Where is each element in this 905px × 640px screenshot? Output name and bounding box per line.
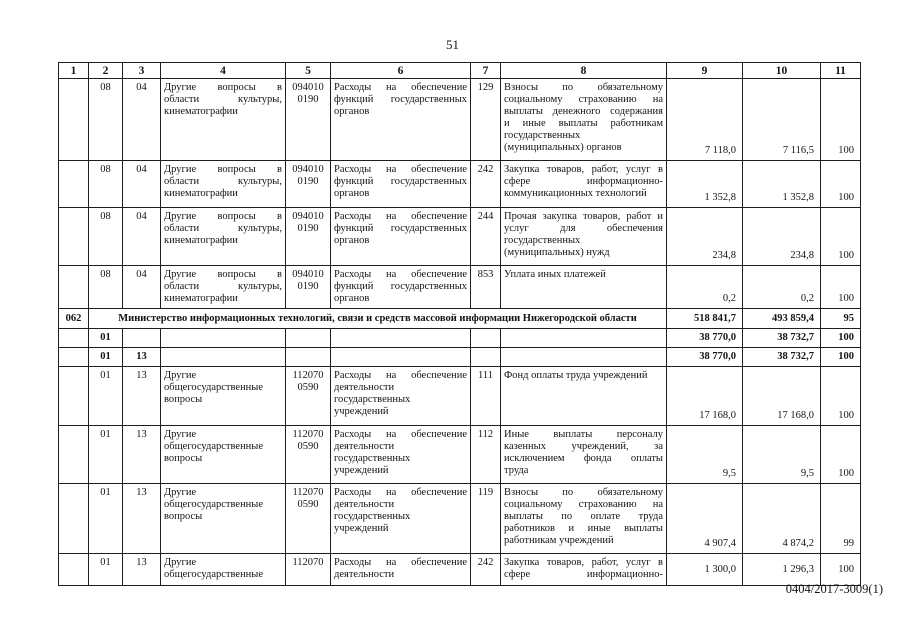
text-line: 0590 [297, 382, 319, 393]
cell-text: 119 [477, 487, 494, 498]
subsection-code-cell [123, 266, 161, 309]
actual-amount-cell [743, 208, 821, 266]
ministry-code-cell [59, 348, 89, 367]
cell-text: 7 116,5 [782, 145, 814, 156]
table-row [59, 426, 861, 484]
cell-text: 062 [65, 312, 82, 324]
planned-amount-cell [667, 329, 743, 348]
ministry-code-cell [59, 266, 89, 309]
budget-table [58, 62, 861, 586]
subsection-name-cell [161, 554, 286, 586]
planned-amount-cell [667, 161, 743, 208]
text-line: социальному страхованию на [504, 94, 663, 105]
cell-text: 13 [136, 351, 147, 362]
actual-amount-cell [743, 79, 821, 161]
column-number-header: 9 [667, 63, 743, 79]
section-code-cell [89, 79, 123, 161]
subsection-code-cell [123, 79, 161, 161]
text-line: государственных [504, 235, 581, 246]
expense-type-code-cell [471, 426, 501, 484]
expense-type-name-cell [501, 367, 667, 426]
text-line: коммуникационных технологий [504, 188, 647, 199]
table-row [59, 329, 861, 348]
planned-amount-cell [667, 348, 743, 367]
text-line: органов [334, 235, 370, 246]
text-line: государственных [334, 453, 411, 464]
text-line: Фонд оплаты труда учреждений [504, 370, 648, 381]
expense-type-name-cell [501, 554, 667, 586]
actual-amount-cell [743, 329, 821, 348]
actual-amount-cell [743, 161, 821, 208]
target-article-code-cell [286, 426, 331, 484]
cell-text: 13 [136, 557, 147, 568]
text-line: 0190 [297, 176, 319, 187]
cell-text: 13 [136, 487, 147, 498]
section-code-cell [89, 266, 123, 309]
section-code-cell [89, 348, 123, 367]
ministry-code-cell [59, 426, 89, 484]
cell-text: 01 [100, 487, 111, 498]
text-line: выплаты денежного содержания [504, 106, 663, 117]
cell-text: 38 770,0 [699, 332, 736, 343]
cell-text: 01 [100, 557, 111, 568]
cell-text: 100 [838, 351, 854, 362]
text-line: Расходы на обеспечение [334, 557, 467, 568]
document-code: 0404/2017-3009(1) [785, 582, 883, 596]
actual-amount-cell [743, 348, 821, 367]
cell-text: 100 [838, 563, 854, 575]
text-line: вопросы [164, 394, 203, 405]
planned-amount-cell [667, 208, 743, 266]
subsection-name-cell [161, 367, 286, 426]
text-line: Расходы на обеспечение [334, 82, 467, 93]
text-line: работников и иные выплаты [504, 523, 663, 534]
text-line: исключением фонда оплаты [504, 453, 663, 464]
subsection-code-cell [123, 161, 161, 208]
text-line: общегосударственные [164, 569, 264, 580]
text-line: труда [504, 465, 529, 476]
subsection-code-cell [123, 367, 161, 426]
text-line: учреждений [334, 465, 389, 476]
target-article-name-cell [331, 266, 471, 309]
cell-text: 234,8 [712, 250, 736, 261]
column-number-header: 2 [89, 63, 123, 79]
target-article-name-cell [331, 79, 471, 161]
execution-percent-cell [821, 348, 861, 367]
subsection-code-cell [123, 554, 161, 586]
text-line: вопросы [164, 453, 203, 464]
execution-percent-cell [821, 367, 861, 426]
text-line: 112070 [292, 557, 324, 568]
planned-amount-cell [667, 266, 743, 309]
cell-text: 111 [478, 370, 493, 381]
subsection-name-cell [161, 329, 286, 348]
expense-type-name-cell [501, 329, 667, 348]
text-line: функций государственных [334, 176, 467, 187]
text-line: казенных учреждений, за [504, 441, 663, 452]
text-line: Уплата иных платежей [504, 269, 606, 280]
target-article-name-cell [331, 329, 471, 348]
subsection-name-cell [161, 348, 286, 367]
text-line: 094010 [292, 164, 324, 175]
subsection-name-cell [161, 426, 286, 484]
cell-text: 100 [838, 332, 854, 343]
cell-text: 38 732,7 [777, 351, 814, 362]
text-line: кинематографии [164, 188, 238, 199]
planned-amount-cell [667, 484, 743, 554]
text-line: Другие вопросы в [164, 211, 282, 222]
expense-type-code-cell [471, 554, 501, 586]
cell-text: 0,2 [722, 293, 736, 304]
cell-text: 17 168,0 [699, 410, 736, 421]
target-article-code-cell [286, 79, 331, 161]
execution-percent-cell [821, 208, 861, 266]
text-line: сфере информационно- [504, 176, 663, 187]
text-line: Другие вопросы в [164, 164, 282, 175]
expense-type-name-cell [501, 426, 667, 484]
expense-type-code-cell [471, 208, 501, 266]
text-line: Иные выплаты персоналу [504, 429, 663, 440]
expense-type-code-cell [471, 367, 501, 426]
text-line: учреждений [334, 406, 389, 417]
actual-amount-cell [743, 309, 821, 329]
text-line: государственных [334, 511, 411, 522]
cell-text: 01 [100, 429, 111, 440]
text-line: Другие [164, 370, 197, 381]
cell-text: 08 [100, 269, 111, 280]
ministry-code-cell [59, 161, 89, 208]
expense-type-name-cell [501, 484, 667, 554]
cell-text: 9,5 [722, 468, 736, 479]
column-number-header: 8 [501, 63, 667, 79]
text-line: работникам учреждений [504, 535, 614, 546]
cell-text: 1 300,0 [704, 563, 736, 575]
target-article-code-cell [286, 554, 331, 586]
text-line: 112070 [292, 429, 324, 440]
cell-text: 38 732,7 [777, 332, 814, 343]
text-line: области культуры, [164, 176, 282, 187]
expense-type-code-cell [471, 348, 501, 367]
column-number-header: 4 [161, 63, 286, 79]
text-line: общегосударственные [164, 499, 264, 510]
execution-percent-cell [821, 484, 861, 554]
target-article-code-cell [286, 161, 331, 208]
text-line: социальному страхованию на [504, 499, 663, 510]
text-line: Другие вопросы в [164, 82, 282, 93]
cell-text: 853 [477, 269, 494, 280]
subsection-name-cell [161, 79, 286, 161]
table-row [59, 554, 861, 586]
section-code-cell [89, 426, 123, 484]
actual-amount-cell [743, 426, 821, 484]
text-line: (муниципальных) органов [504, 142, 622, 153]
cell-text: 100 [838, 293, 854, 304]
table-row [59, 208, 861, 266]
text-line: Расходы на обеспечение [334, 211, 467, 222]
table-row [59, 266, 861, 309]
column-number-header: 11 [821, 63, 861, 79]
column-number-header: 6 [331, 63, 471, 79]
column-number-header: 1 [59, 63, 89, 79]
cell-text: 01 [100, 351, 111, 362]
table-row [59, 309, 861, 329]
target-article-name-cell [331, 554, 471, 586]
ministry-code-cell [59, 554, 89, 586]
text-line: (муниципальных) нужд [504, 247, 610, 258]
planned-amount-cell [667, 79, 743, 161]
ministry-code-cell [59, 329, 89, 348]
cell-text: 04 [136, 211, 147, 222]
cell-text: 13 [136, 370, 147, 381]
actual-amount-cell [743, 367, 821, 426]
table-row [59, 348, 861, 367]
expense-type-code-cell [471, 329, 501, 348]
execution-percent-cell [821, 79, 861, 161]
cell-text: 112 [477, 429, 494, 440]
subsection-name-cell [161, 161, 286, 208]
text-line: органов [334, 293, 370, 304]
table-header-row [59, 63, 861, 79]
cell-text: 4 907,4 [704, 538, 736, 549]
target-article-code-cell [286, 367, 331, 426]
text-line: 0190 [297, 223, 319, 234]
text-line: функций государственных [334, 223, 467, 234]
execution-percent-cell [821, 309, 861, 329]
column-number-header: 5 [286, 63, 331, 79]
text-line: государственных [504, 130, 581, 141]
subsection-code-cell [123, 484, 161, 554]
text-line: Другие [164, 557, 197, 568]
target-article-code-cell [286, 484, 331, 554]
text-line: Взносы по обязательному [504, 487, 663, 498]
planned-amount-cell [667, 367, 743, 426]
table-row [59, 484, 861, 554]
cell-text: 4 874,2 [782, 538, 814, 549]
subsection-code-cell [123, 329, 161, 348]
execution-percent-cell [821, 266, 861, 309]
text-line: вопросы [164, 511, 203, 522]
text-line: деятельности [334, 499, 395, 510]
cell-text: 08 [100, 164, 111, 175]
text-line: области культуры, [164, 281, 282, 292]
expense-type-name-cell [501, 348, 667, 367]
text-line: сфере информационно- [504, 569, 663, 580]
cell-text: 04 [136, 164, 147, 175]
cell-text: 100 [838, 145, 854, 156]
text-line: кинематографии [164, 235, 238, 246]
cell-text: 493 859,4 [772, 312, 814, 324]
subsection-code-cell [123, 208, 161, 266]
target-article-name-cell [331, 161, 471, 208]
cell-text: 100 [838, 192, 854, 203]
text-line: Закупка товаров, работ, услуг в [504, 557, 663, 568]
section-code-cell [89, 367, 123, 426]
text-line: 0590 [297, 441, 319, 452]
planned-amount-cell [667, 426, 743, 484]
cell-text: 01 [100, 332, 111, 343]
text-line: Другие [164, 487, 197, 498]
section-code-cell [89, 554, 123, 586]
cell-text: 7 118,0 [704, 145, 736, 156]
text-line: 112070 [292, 487, 324, 498]
cell-text: 04 [136, 269, 147, 280]
text-line: Закупка товаров, работ, услуг в [504, 164, 663, 175]
cell-text: 129 [477, 82, 494, 93]
text-line: функций государственных [334, 94, 467, 105]
section-code-cell [89, 329, 123, 348]
cell-text: 9,5 [800, 468, 814, 479]
text-line: органов [334, 188, 370, 199]
text-line: 094010 [292, 211, 324, 222]
text-line: деятельности [334, 441, 395, 452]
cell-text: 08 [100, 211, 111, 222]
subsection-code-cell [123, 426, 161, 484]
text-line: государственных [334, 394, 411, 405]
target-article-code-cell [286, 348, 331, 367]
ministry-code-cell [59, 367, 89, 426]
cell-text: 244 [477, 211, 494, 222]
column-number-header: 7 [471, 63, 501, 79]
text-line: Расходы на обеспечение [334, 429, 467, 440]
text-line: 0190 [297, 281, 319, 292]
table-row [59, 367, 861, 426]
text-line: Расходы на обеспечение [334, 164, 467, 175]
text-line: Другие [164, 429, 197, 440]
column-number-header: 3 [123, 63, 161, 79]
text-line: Прочая закупка товаров, работ и [504, 211, 663, 222]
ministry-name-cell: Министерство информационных технологий, связи и средств массовой информации Нижегородской области [89, 309, 667, 329]
expense-type-code-cell [471, 266, 501, 309]
cell-text: 13 [136, 429, 147, 440]
expense-type-code-cell [471, 161, 501, 208]
cell-text: 01 [100, 370, 111, 381]
subsection-code-cell [123, 348, 161, 367]
text-line: деятельности [334, 569, 395, 580]
execution-percent-cell [821, 554, 861, 586]
target-article-name-cell [331, 348, 471, 367]
text-line: и иные выплаты работникам [504, 118, 663, 129]
subsection-name-cell [161, 484, 286, 554]
text-line: Другие вопросы в [164, 269, 282, 280]
cell-text: 518 841,7 [694, 312, 736, 324]
text-line: Расходы на обеспечение [334, 269, 467, 280]
cell-text: 1 352,8 [782, 192, 814, 203]
text-line: 0190 [297, 94, 319, 105]
cell-text: 99 [843, 538, 854, 549]
subsection-name-cell [161, 208, 286, 266]
text-line: деятельности [334, 382, 395, 393]
subsection-name-cell [161, 266, 286, 309]
cell-text: 38 770,0 [699, 351, 736, 362]
section-code-cell [89, 208, 123, 266]
text-line: 112070 [292, 370, 324, 381]
expense-type-name-cell [501, 79, 667, 161]
ministry-code-cell [59, 484, 89, 554]
expense-type-name-cell [501, 208, 667, 266]
cell-text: 234,8 [790, 250, 814, 261]
cell-text: 08 [100, 82, 111, 93]
text-line: органов [334, 106, 370, 117]
ministry-code-cell [59, 208, 89, 266]
target-article-code-cell [286, 266, 331, 309]
text-line: Расходы на обеспечение [334, 370, 467, 381]
actual-amount-cell [743, 554, 821, 586]
column-number-header: 10 [743, 63, 821, 79]
text-line: кинематографии [164, 106, 238, 117]
cell-text: 1 296,3 [782, 563, 814, 575]
execution-percent-cell [821, 426, 861, 484]
cell-text: 100 [838, 410, 854, 421]
cell-text: 242 [477, 557, 494, 568]
planned-amount-cell [667, 554, 743, 586]
cell-text: 1 352,8 [704, 192, 736, 203]
actual-amount-cell [743, 484, 821, 554]
cell-text: 242 [477, 164, 494, 175]
target-article-name-cell [331, 426, 471, 484]
cell-text: 100 [838, 468, 854, 479]
text-line: 094010 [292, 82, 324, 93]
section-code-cell [89, 161, 123, 208]
text-line: области культуры, [164, 223, 282, 234]
planned-amount-cell [667, 309, 743, 329]
table-body [59, 79, 861, 586]
expense-type-code-cell [471, 79, 501, 161]
cell-text: 95 [843, 312, 854, 324]
target-article-name-cell [331, 367, 471, 426]
expense-type-name-cell [501, 266, 667, 309]
text-line: услуг для обеспечения [504, 223, 663, 234]
cell-text: 100 [838, 250, 854, 261]
target-article-code-cell [286, 208, 331, 266]
text-line: области культуры, [164, 94, 282, 105]
ministry-code-cell [59, 309, 89, 329]
target-article-name-cell [331, 484, 471, 554]
text-line: Расходы на обеспечение [334, 487, 467, 498]
table-row [59, 79, 861, 161]
execution-percent-cell [821, 161, 861, 208]
cell-text: 0,2 [800, 293, 814, 304]
ministry-code-cell [59, 79, 89, 161]
text-line: общегосударственные [164, 382, 264, 393]
text-line: функций государственных [334, 281, 467, 292]
text-line: выплаты по оплате труда [504, 511, 663, 522]
page-number: 51 [446, 37, 459, 52]
cell-text: 04 [136, 82, 147, 93]
section-code-cell [89, 484, 123, 554]
text-line: 094010 [292, 269, 324, 280]
text-line: кинематографии [164, 293, 238, 304]
expense-type-name-cell [501, 161, 667, 208]
cell-text: 17 168,0 [777, 410, 814, 421]
text-line: общегосударственные [164, 441, 264, 452]
actual-amount-cell [743, 266, 821, 309]
text-line: учреждений [334, 523, 389, 534]
table-row [59, 161, 861, 208]
execution-percent-cell [821, 329, 861, 348]
text-line: 0590 [297, 499, 319, 510]
target-article-name-cell [331, 208, 471, 266]
expense-type-code-cell [471, 484, 501, 554]
text-line: Взносы по обязательному [504, 82, 663, 93]
target-article-code-cell [286, 329, 331, 348]
